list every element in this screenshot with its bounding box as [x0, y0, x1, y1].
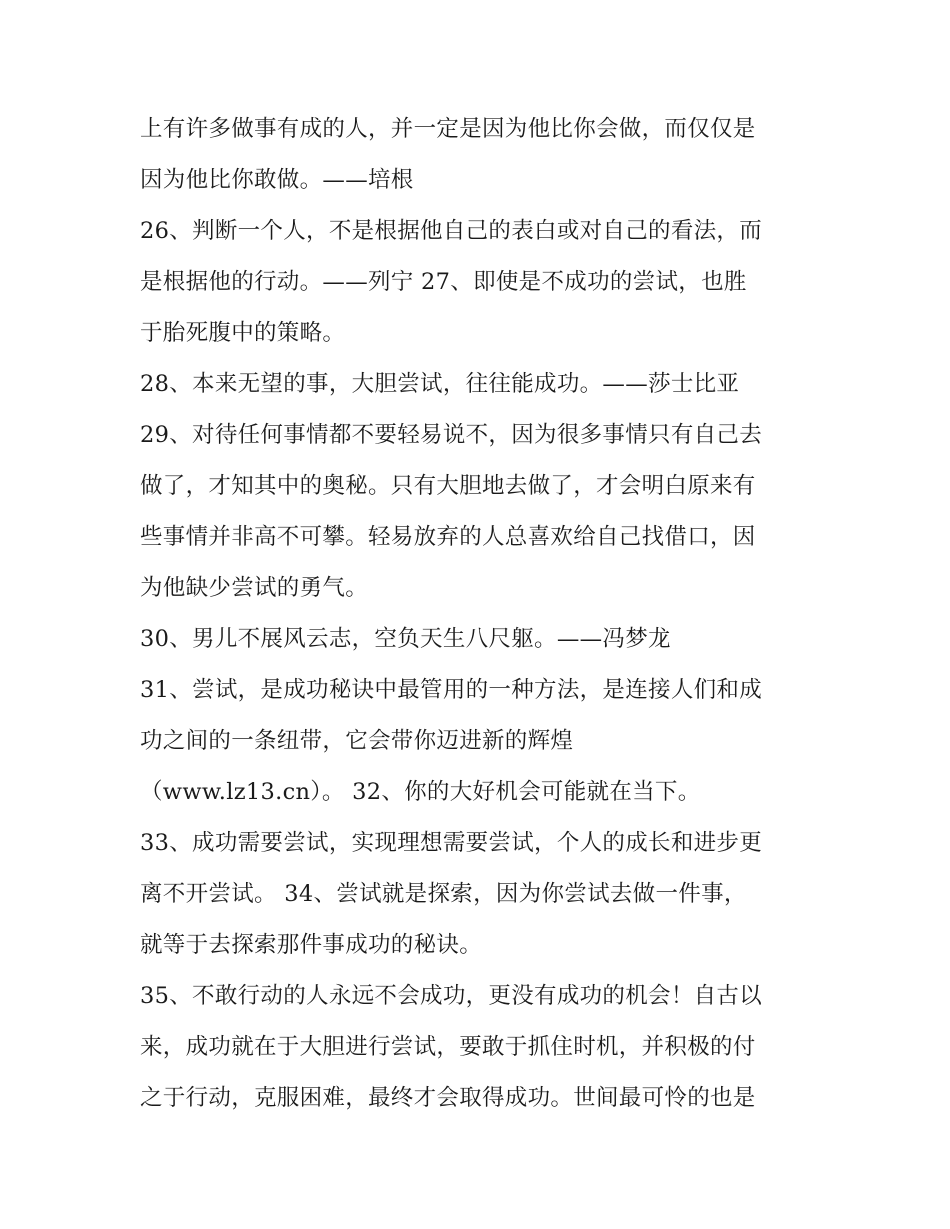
- text-line: 来，成功就在于大胆进行尝试，要敢于抓住时机，并积极的付: [140, 1034, 756, 1060]
- text-line: 31、尝试，是成功秘诀中最管用的一种方法，是连接人们和成: [140, 677, 763, 703]
- text-line: 因为他比你敢做。——培根: [140, 167, 414, 193]
- text-line: 些事情并非高不可攀。轻易放弃的人总喜欢给自己找借口，因: [140, 524, 756, 550]
- text-line: （www.lz13.cn）。 32、你的大好机会可能就在当下。: [140, 779, 701, 805]
- text-line: 35、不敢行动的人永远不会成功，更没有成功的机会！自古以: [140, 983, 763, 1009]
- text-line: 于胎死腹中的策略。: [140, 320, 346, 346]
- text-line: 之于行动，克服困难，最终才会取得成功。世间最可怜的也是: [140, 1085, 756, 1111]
- text-line: 为他缺少尝试的勇气。: [140, 575, 369, 601]
- body-text: [140, 104, 830, 1124]
- text-line: 30、男儿不展风云志，空负天生八尺躯。——冯梦龙: [140, 626, 671, 652]
- text-line: 28、本来无望的事，大胆尝试，往往能成功。——莎士比亚: [140, 371, 740, 397]
- text-line: 26、判断一个人，不是根据他自己的表白或对自己的看法，而: [140, 218, 763, 244]
- text-line: 功之间的一条纽带，它会带你迈进新的辉煌: [140, 728, 574, 754]
- text-line: 29、对待任何事情都不要轻易说不，因为很多事情只有自己去: [140, 422, 763, 448]
- text-line: 做了，才知其中的奥秘。只有大胆地去做了，才会明白原来有: [140, 473, 756, 499]
- text-line: 离不开尝试。 34、尝试就是探索，因为你尝试去做一件事，: [140, 881, 747, 907]
- text-line: 上有许多做事有成的人，并一定是因为他比你会做，而仅仅是: [140, 116, 756, 142]
- text-line: 就等于去探索那件事成功的秘诀。: [140, 932, 483, 958]
- text-line: 是根据他的行动。——列宁 27、即使是不成功的尝试，也胜: [140, 269, 747, 295]
- text-line: 33、成功需要尝试，实现理想需要尝试，个人的成长和进步更: [140, 830, 763, 856]
